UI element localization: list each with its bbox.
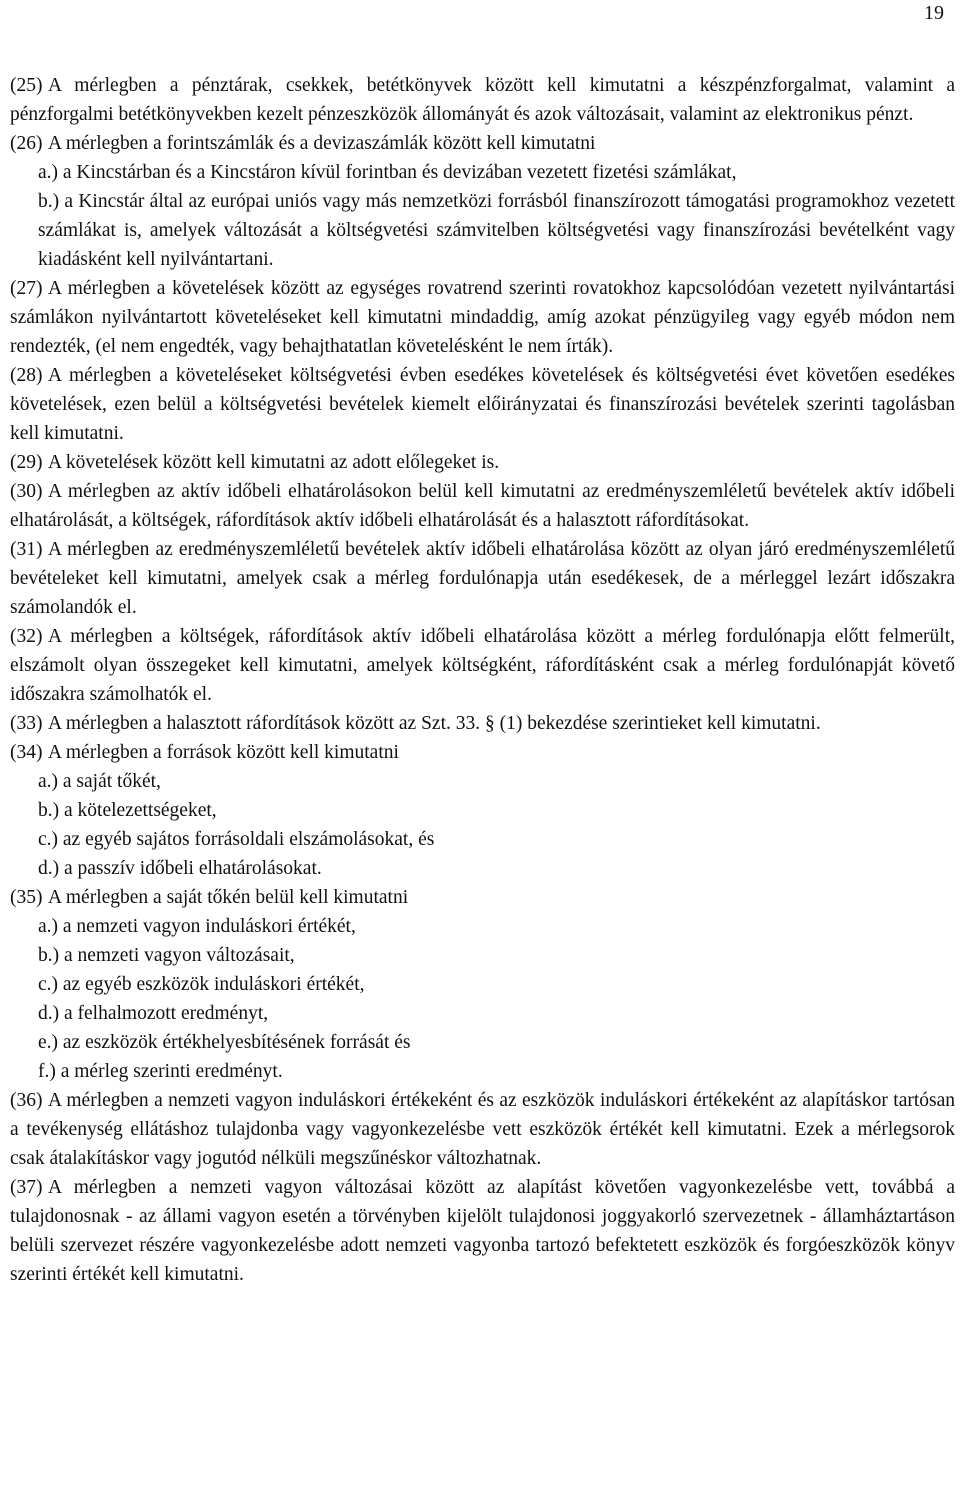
- paragraph-26-item-a: a.) a Kincstárban és a Kincstáron kívül forintban és devizában vezetett fizetési számlákat,: [38, 162, 737, 183]
- paragraph-37: [10, 1173, 955, 1289]
- paragraph-30: [10, 477, 955, 535]
- paragraph-number: (28): [10, 365, 43, 386]
- paragraph-number: (26): [10, 133, 43, 154]
- paragraph-text: A mérlegben az aktív időbeli elhatárolásokon belül kell kimutatni az eredményszemléletű bevételek aktív időbeli elhatárolását, a költségek, ráfordítások aktív időbeli elhatárolását és a halasztott ráfordításokat.: [10, 481, 955, 531]
- paragraph-text: A mérlegben a követelések között az egységes rovatrend szerinti rovatokhoz kapcsolódóan vezetett nyilvántartási számlákon nyilvántartott követeléseket kell kimutatni mindaddig, amíg azokat pénzügyileg vagy egyéb módon nem rendezték, (el nem engedték, vagy behajthatatlan követelésként le nem írták).: [10, 278, 955, 357]
- paragraph-35-item-a: a.) a nemzeti vagyon induláskori értékét,: [38, 916, 356, 937]
- paragraph-number: (37): [10, 1177, 43, 1198]
- paragraph-29: [10, 448, 955, 477]
- paragraph-number: (33): [10, 713, 43, 734]
- page-number: 19: [924, 2, 944, 24]
- paragraph-text: A mérlegben a források között kell kimutatni: [48, 742, 399, 763]
- paragraph-text: A mérlegben a költségek, ráfordítások aktív időbeli elhatárolása között a mérleg fordulónapja előtt felmerült, elszámolt olyan összegeket kell kimutatni, amelyek költségként, ráfordításként csak a mérleg fordulónapját követő időszakra számolhatók el.: [10, 626, 955, 705]
- paragraph-text: A mérlegben a követeléseket költségvetési évben esedékes követelések és költségvetési évet követően esedékes követelések, ezen belül a költségvetési bevételek kiemelt előirányzatai és finanszírozási bevételek szerinti tagolásban kell kimutatni.: [10, 365, 955, 444]
- paragraph-number: (34): [10, 742, 43, 763]
- paragraph-34-item-a: a.) a saját tőkét,: [38, 771, 161, 792]
- paragraph-25: [10, 71, 955, 129]
- paragraph-36: [10, 1086, 955, 1173]
- paragraph-text: A mérlegben az eredményszemléletű bevételek aktív időbeli elhatárolása között az olyan járó eredményszemléletű bevételeket kell kimutatni, amelyek csak a mérleg fordulónapja után esedékesek, de a mérleggel lezárt időszakra számolandók el.: [10, 539, 955, 618]
- paragraph-33: [10, 709, 955, 738]
- paragraph-32: [10, 622, 955, 709]
- paragraph-text: A mérlegben a nemzeti vagyon változásai között az alapítást követően vagyonkezelésbe vett, továbbá a tulajdonosnak - az állami vagyon esetén a törvényben kijelölt tulajdonosi joggyakorló szervezetnek - államháztartáson belüli szervezet részére vagyonkezelésbe adott nemzeti vagyonba tartozó befektetett eszközök és forgóeszközök könyv szerinti értékét kell kimutatni.: [10, 1177, 955, 1285]
- paragraph-text: A mérlegben a pénztárak, csekkek, betétkönyvek között kell kimutatni a készpénzforgalmat, valamint a pénzforgalmi betétkönyvekben kezelt pénzeszközök állományát és azok változásait, valamint az elektronikus pénzt.: [10, 75, 955, 125]
- paragraph-number: (27): [10, 278, 43, 299]
- paragraph-number: (35): [10, 887, 43, 908]
- paragraph-text: A követelések között kell kimutatni az adott előlegeket is.: [48, 452, 500, 473]
- paragraph-number: (31): [10, 539, 43, 560]
- paragraph-34: [10, 738, 955, 767]
- paragraph-34-item-c: c.) az egyéb sajátos forrásoldali elszámolásokat, és: [38, 829, 435, 850]
- paragraph-26-item-b: b.) a Kincstár által az európai uniós vagy más nemzetközi forrásból finanszírozott támogatási programokhoz vezetett számlákat is, amelyek változását a költségvetési számvitelben költségvetési vagy finanszírozási bevételként vagy kiadásként kell nyilvántartani.: [38, 191, 955, 270]
- paragraph-31: [10, 535, 955, 622]
- paragraph-text: A mérlegben a nemzeti vagyon induláskori értékeként és az eszközök induláskori értékeként az alapításkor tartósan a tevékenység ellátáshoz tulajdonba vagy vagyonkezelésbe vett eszközök értékét kell kimutatni. Ezek a mérlegsorok csak átalakításkor vagy jogutód nélküli megszűnéskor változhatnak.: [10, 1090, 955, 1169]
- paragraph-35-item-c: c.) az egyéb eszközök induláskori értékét,: [38, 974, 365, 995]
- paragraph-34-item-b: b.) a kötelezettségeket,: [38, 800, 217, 821]
- paragraph-text: A mérlegben a saját tőkén belül kell kimutatni: [48, 887, 409, 908]
- paragraph-34-item-d: d.) a passzív időbeli elhatárolásokat.: [38, 858, 322, 879]
- paragraph-27: [10, 274, 955, 361]
- paragraph-35: [10, 883, 955, 912]
- paragraph-35-item-b: b.) a nemzeti vagyon változásait,: [38, 945, 295, 966]
- paragraph-number: (36): [10, 1090, 43, 1111]
- document-body: [10, 71, 955, 1289]
- paragraph-35-item-d: d.) a felhalmozott eredményt,: [38, 1003, 269, 1024]
- paragraph-number: (30): [10, 481, 43, 502]
- paragraph-number: (29): [10, 452, 43, 473]
- paragraph-26: [10, 129, 955, 158]
- paragraph-35-item-e: e.) az eszközök értékhelyesbítésének forrását és: [38, 1032, 411, 1053]
- paragraph-text: A mérlegben a forintszámlák és a devizaszámlák között kell kimutatni: [48, 133, 596, 154]
- paragraph-text: A mérlegben a halasztott ráfordítások között az Szt. 33. § (1) bekezdése szerintieket kell kimutatni.: [48, 713, 821, 734]
- paragraph-number: (25): [10, 75, 43, 96]
- paragraph-35-item-f: f.) a mérleg szerinti eredményt.: [38, 1061, 283, 1082]
- paragraph-28: [10, 361, 955, 448]
- paragraph-number: (32): [10, 626, 43, 647]
